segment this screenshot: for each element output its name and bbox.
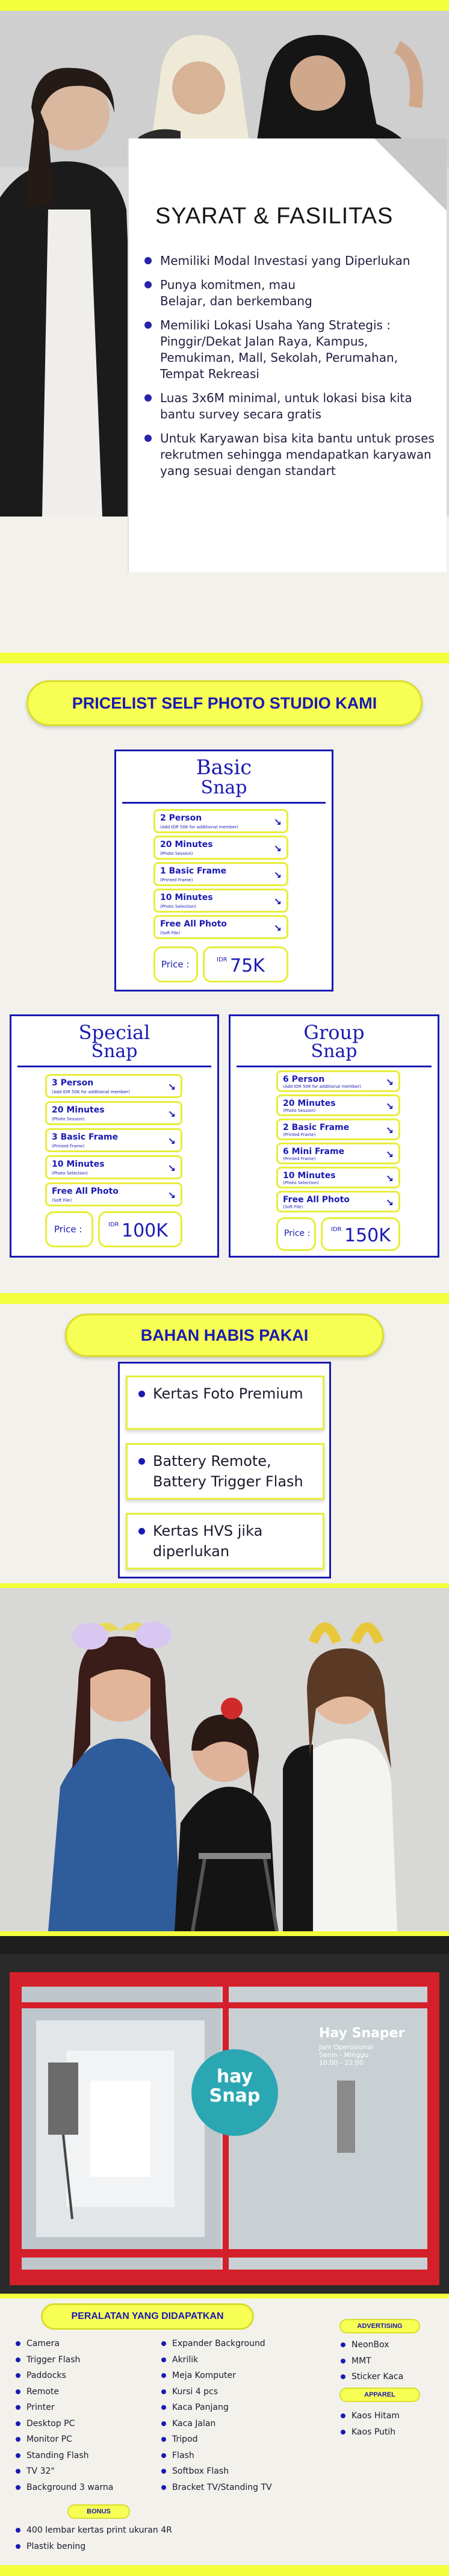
peralatan-title: PERALATAN YANG DIDAPATKAN — [41, 2303, 254, 2330]
divider-band — [0, 653, 449, 663]
package-item: 20 Minutes (Photo Session) ↘ — [153, 836, 288, 860]
list-item: TV 32" — [13, 2463, 158, 2480]
package-item: 10 Minutes (Photo Selection) ↘ — [276, 1167, 400, 1188]
list-item: Akrilik — [159, 2352, 321, 2368]
package-item: 20 Minutes (Photo Session) ↘ — [45, 1101, 182, 1125]
package-item: 6 Person (Add IDR 50K for additional member) ↘ — [276, 1070, 400, 1092]
list-item: Kaos Putih — [338, 2424, 441, 2441]
package-item: Free All Photo (Soft File) ↘ — [153, 915, 288, 939]
divider-band — [0, 1293, 449, 1304]
price-label-box: Price : — [153, 946, 198, 982]
arrow-icon: ↘ — [385, 1197, 394, 1208]
package-name: Snap — [200, 777, 247, 798]
arrow-icon: ↘ — [385, 1125, 394, 1136]
bullet-icon — [144, 281, 152, 288]
syarat-item: Memiliki Lokasi Usaha Yang Strategis : Pinggir/Dekat Jalan Raya, Kampus, Pemukiman, Mall, Sekolah, Perumahan, Tempat Rekreasi — [143, 317, 444, 382]
list-item: Trigger Flash — [13, 2352, 158, 2368]
arrow-icon: ↘ — [167, 1162, 176, 1174]
pricelist-title: PRICELIST SELF PHOTO STUDIO KAMI — [26, 680, 423, 726]
top-band — [0, 0, 449, 11]
package-item: 10 Minutes (Photo Selection) ↘ — [45, 1155, 182, 1179]
price-box: IDR 75K — [203, 946, 288, 982]
package-basic — [114, 750, 333, 992]
list-item: Desktop PC — [13, 2416, 158, 2432]
equipment-list-2 — [159, 2336, 321, 2495]
arrow-icon: ↘ — [385, 1100, 394, 1112]
price-label-box: Price : — [276, 1217, 316, 1251]
syarat-title: SYARAT & FASILITAS — [155, 203, 394, 229]
arrow-icon: ↘ — [273, 843, 282, 854]
customer-photo — [0, 1588, 449, 1931]
list-item: Expander Background — [159, 2336, 321, 2352]
bullet-icon — [144, 257, 152, 264]
package-item: 3 Basic Frame (Printed Frame) ↘ — [45, 1128, 182, 1152]
bahan-box — [118, 1362, 331, 1578]
package-item: Free All Photo (Soft File) ↘ — [45, 1182, 182, 1206]
divider-band — [0, 2294, 449, 2298]
advertising-title: ADVERTISING — [339, 2319, 420, 2333]
bonus-title: BONUS — [67, 2504, 130, 2519]
package-item: 3 Person (Add IDR 50K for additional member) ↘ — [45, 1074, 182, 1098]
package-name: Group — [303, 1021, 365, 1044]
bonus-list — [13, 2522, 266, 2554]
arrow-icon: ↘ — [167, 1135, 176, 1147]
price-value: 100K — [122, 1220, 168, 1241]
syarat-item: Luas 3x6M minimal, untuk lokasi bisa kita bantu survey secara gratis — [143, 390, 444, 423]
bahan-item: Kertas Foto Premium — [126, 1376, 324, 1430]
list-item: Printer — [13, 2400, 158, 2416]
arrow-icon: ↘ — [385, 1173, 394, 1184]
package-item: 1 Basic Frame (Printed Frame) ↘ — [153, 862, 288, 886]
package-item: 2 Person (Add IDR 50K for additional member) ↘ — [153, 809, 288, 833]
list-item: NeonBox — [338, 2337, 441, 2353]
list-item: Kaca Panjang — [159, 2400, 321, 2416]
bahan-item: Battery Remote, Battery Trigger Flash — [126, 1443, 324, 1500]
list-item: Softbox Flash — [159, 2463, 321, 2480]
bahan-item: Kertas HVS jika diperlukan — [126, 1513, 324, 1569]
price-box: IDR 150K — [321, 1217, 400, 1251]
bullet-icon — [138, 1458, 145, 1465]
package-name: Snap — [311, 1041, 358, 1062]
package-item: Free All Photo (Soft File) ↘ — [276, 1191, 400, 1212]
list-item: Flash — [159, 2448, 321, 2464]
syarat-item: Punya komitmen, mau Belajar, dan berkembang — [143, 277, 324, 309]
arrow-icon: ↘ — [273, 922, 282, 934]
divider — [122, 802, 326, 804]
bahan-title: BAHAN HABIS PAKAI — [65, 1314, 384, 1357]
bullet-icon — [138, 1391, 145, 1397]
divider — [237, 1066, 432, 1067]
list-item: Kaos Hitam — [338, 2408, 441, 2424]
package-item: 10 Minutes (Photo Selection) ↘ — [153, 889, 288, 913]
equipment-list-1 — [13, 2336, 158, 2495]
price-label-box: Price : — [45, 1211, 93, 1247]
list-item: Background 3 warna — [13, 2480, 158, 2496]
list-item: Kaca Jalan — [159, 2416, 321, 2432]
apparel-list — [338, 2408, 441, 2440]
syarat-item: Memiliki Modal Investasi yang Diperlukan — [143, 253, 444, 269]
package-special — [10, 1014, 219, 1258]
package-item: 6 Mini Frame (Printed Frame) ↘ — [276, 1143, 400, 1164]
list-item: 400 lembar kertas print ukuran 4R — [13, 2522, 266, 2539]
bullet-icon — [144, 435, 152, 442]
arrow-icon: ↘ — [167, 1190, 176, 1201]
arrow-icon: ↘ — [167, 1081, 176, 1093]
arrow-icon: ↘ — [385, 1149, 394, 1160]
advertising-list — [338, 2337, 441, 2385]
list-item: Plastik bening — [13, 2539, 266, 2555]
package-name: Special — [78, 1021, 150, 1044]
list-item: Monitor PC — [13, 2432, 158, 2448]
list-item: Kursi 4 pcs — [159, 2384, 321, 2400]
package-item: 2 Basic Frame (Printed Frame) ↘ — [276, 1119, 400, 1140]
package-name: Snap — [91, 1041, 138, 1062]
bottom-band — [0, 2565, 449, 2576]
divider — [17, 1066, 211, 1067]
price-box: IDR 100K — [98, 1211, 182, 1247]
divider-band — [0, 1931, 449, 1936]
list-item: Remote — [13, 2384, 158, 2400]
syarat-item: Untuk Karyawan bisa kita bantu untuk proses rekrutmen sehingga mendapatkan karyawan yang sesuai dengan standart — [143, 430, 444, 479]
list-item: MMT — [338, 2353, 441, 2370]
price-value: 75K — [230, 955, 265, 976]
bullet-icon — [144, 394, 152, 402]
list-item: Standing Flash — [13, 2448, 158, 2464]
arrow-icon: ↘ — [385, 1076, 394, 1088]
page-fold-decoration — [374, 138, 447, 211]
list-item: Paddocks — [13, 2368, 158, 2384]
list-item: Camera — [13, 2336, 158, 2352]
arrow-icon: ↘ — [273, 816, 282, 828]
price-value: 150K — [344, 1225, 391, 1246]
list-item: Sticker Kaca — [338, 2369, 441, 2385]
package-group — [229, 1014, 439, 1258]
store-logo: hay Snap — [209, 2066, 261, 2106]
package-name: Basic — [196, 756, 252, 780]
apparel-title: APPAREL — [339, 2388, 420, 2402]
storefront-illustration — [0, 1936, 449, 2294]
bullet-icon — [144, 321, 152, 329]
storefront-photo — [0, 1936, 449, 2294]
divider-band — [0, 1583, 449, 1588]
arrow-icon: ↘ — [273, 896, 282, 907]
list-item: Bracket TV/Standing TV — [159, 2480, 321, 2496]
bullet-icon — [138, 1528, 145, 1535]
package-item: 20 Minutes (Photo Session) ↘ — [276, 1094, 400, 1116]
syarat-list — [143, 253, 444, 487]
list-item: Tripod — [159, 2432, 321, 2448]
list-item: Meja Komputer — [159, 2368, 321, 2384]
arrow-icon: ↘ — [273, 869, 282, 881]
door-sticker: Hay Snaper Jam Operasional Senin - Minggu 10.00 - 22.00 — [319, 2026, 405, 2067]
arrow-icon: ↘ — [167, 1108, 176, 1120]
